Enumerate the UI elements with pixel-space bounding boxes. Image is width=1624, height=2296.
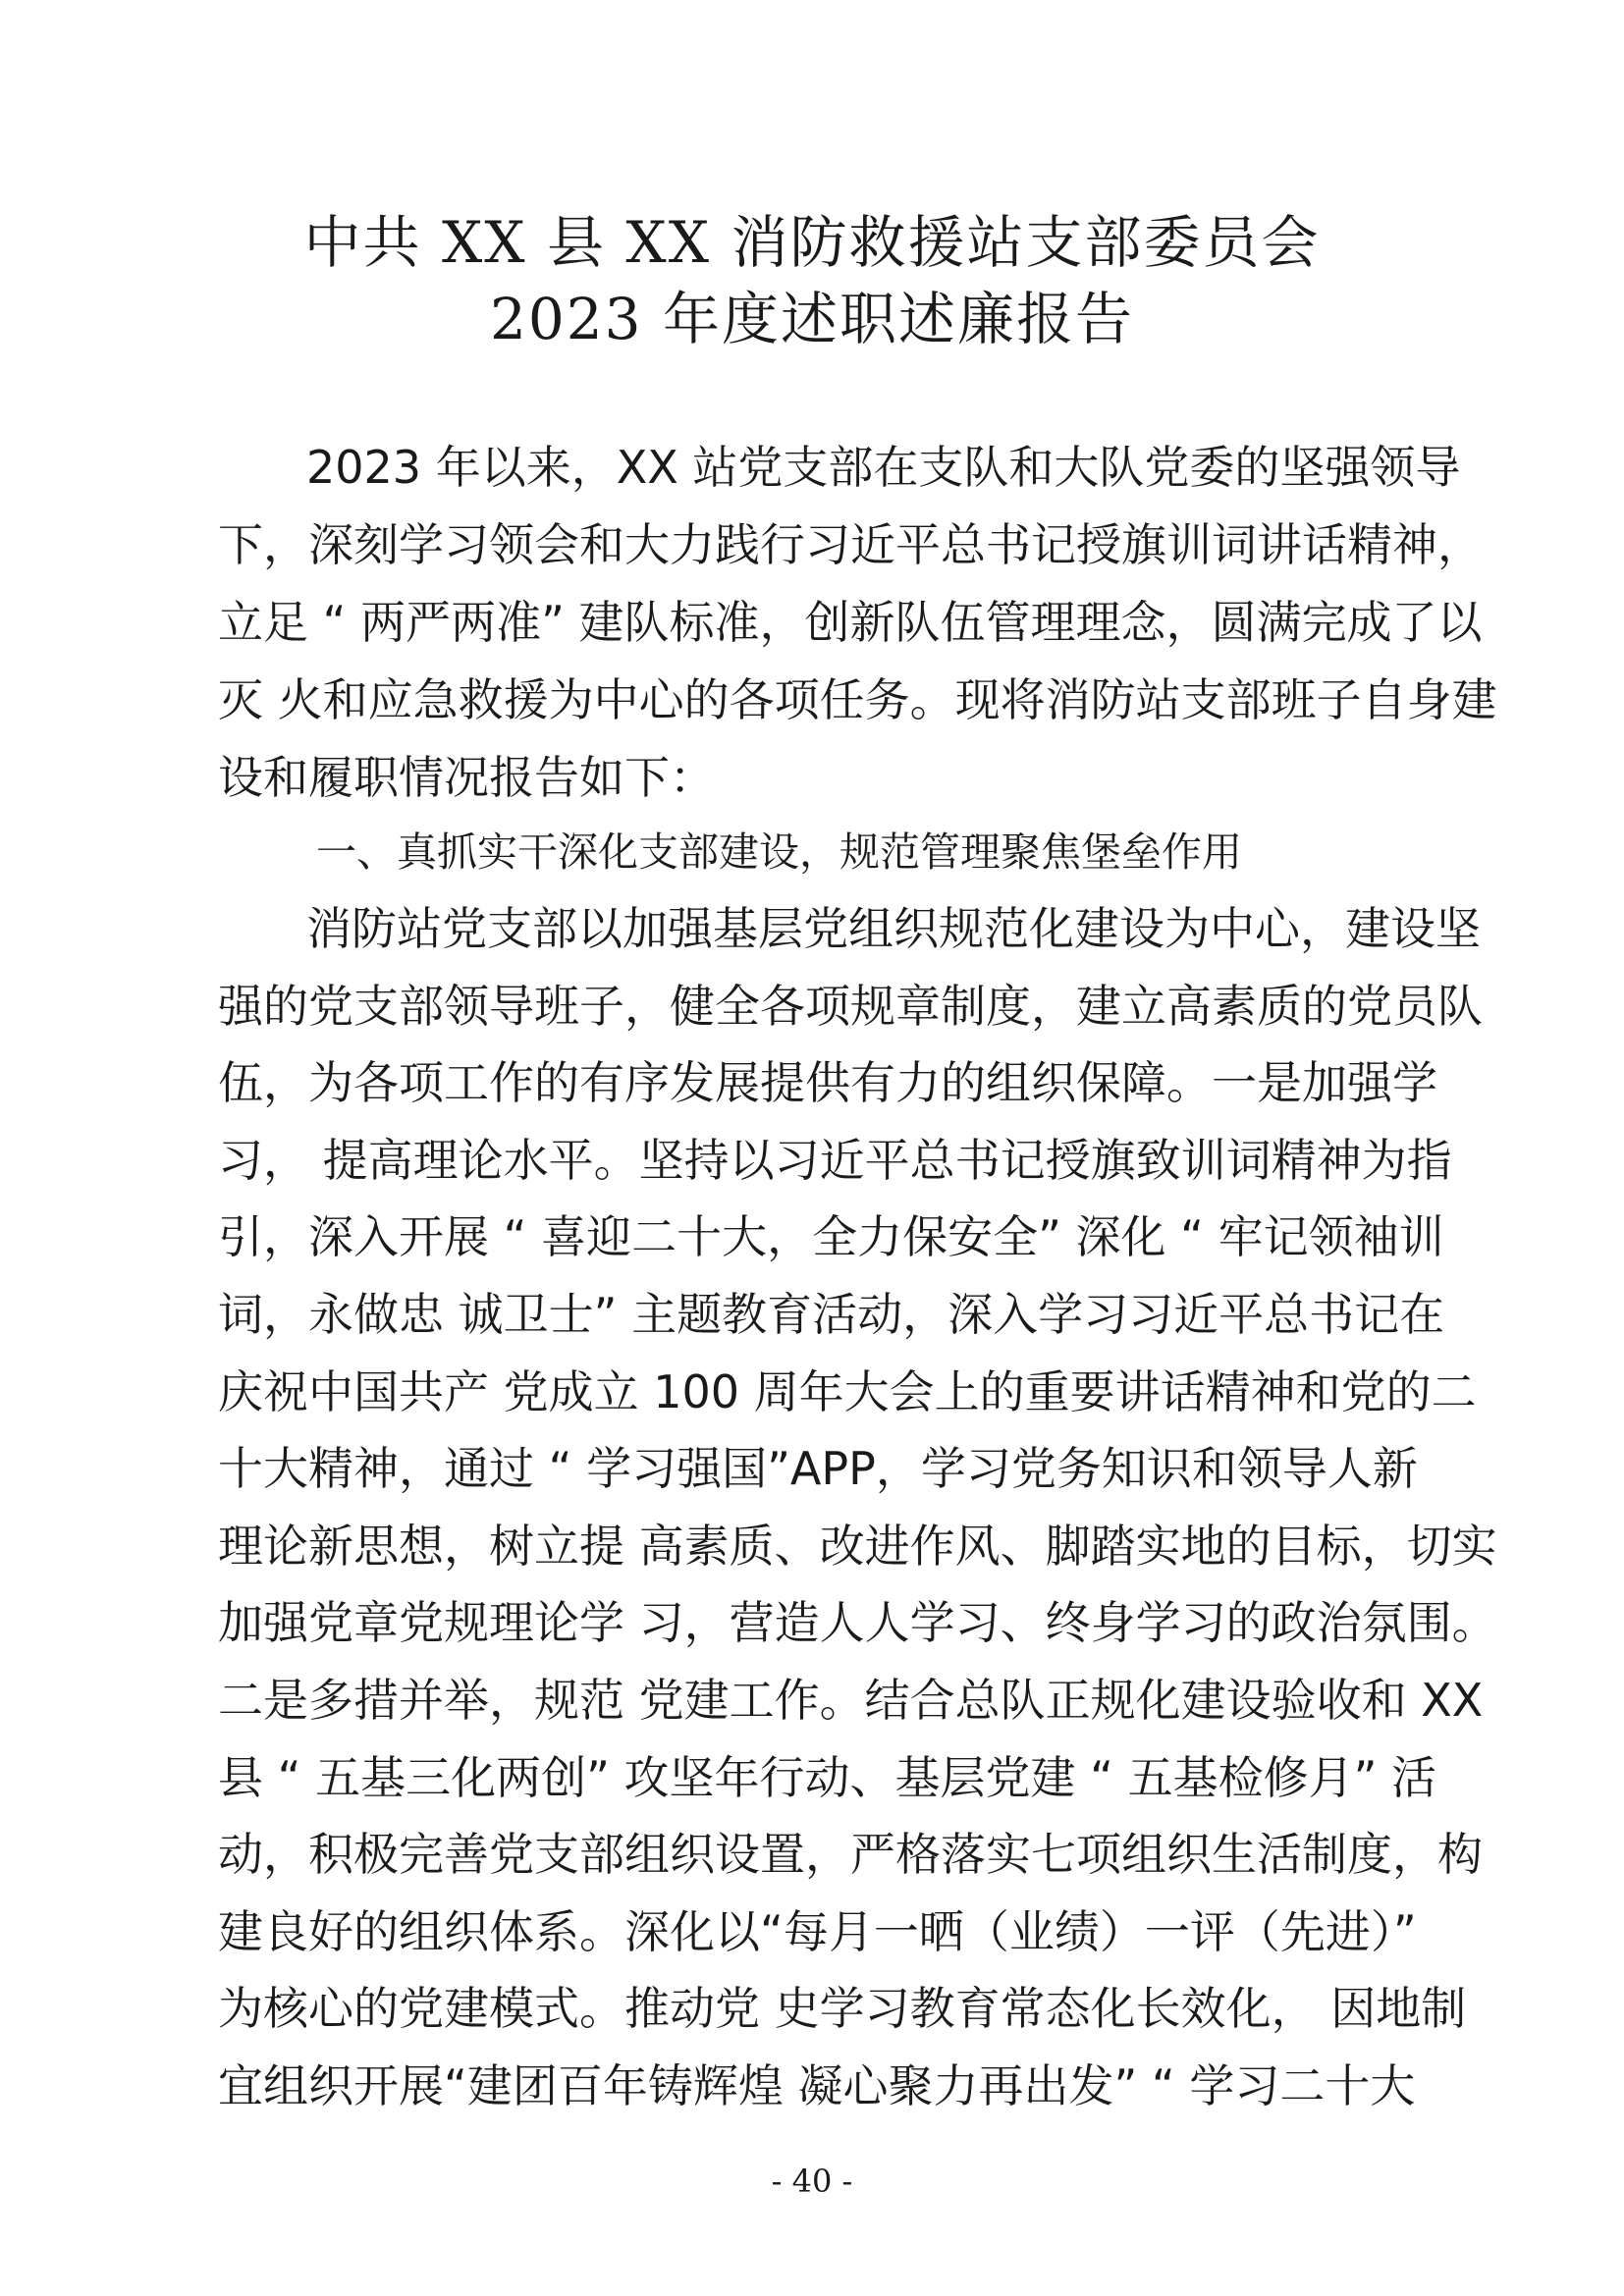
paragraph-line: 加强党章党规理论学 习，营造人人学习、终身学习的政治氛围。	[218, 1596, 1497, 1649]
paragraph-line: 引，深入开展 “ 喜迎二十大，全力保安全” 深化 “ 牢记领袖训	[218, 1210, 1444, 1263]
report-title-line-1: 中共 XX 县 XX 消防救援站支部委员会	[303, 209, 1321, 276]
section-heading: 一、真抓实干深化支部建设，规范管理聚焦堡垒作用	[316, 828, 1242, 876]
paragraph-line: 习， 提高理论水平。坚持以习近平总书记授旗致训词精神为指	[218, 1134, 1452, 1187]
paragraph-line: 为核心的党建模式。推动党 史学习教育常态化长效化， 因地制	[218, 1982, 1467, 2035]
paragraph-line: 2023 年以来，XX 站党支部在支队和大队党委的坚强领导	[306, 441, 1461, 494]
paragraph-line: 二是多措并举，规范 党建工作。结合总队正规化建设验收和 XX	[218, 1674, 1484, 1727]
paragraph-line: 下，深刻学习领会和大力践行习近平总书记授旗训词讲话精神，	[218, 518, 1483, 571]
paragraph-line: 理论新思想，树立提 高素质、改进作风、脚踏实地的目标，切实	[218, 1520, 1497, 1573]
paragraph-line: 动，积极完善党支部组织设置，严格落实七项组织生活制度，构	[218, 1828, 1483, 1881]
paragraph-line: 词，永做忠 诚卫士” 主题教育活动，深入学习习近平总书记在	[218, 1288, 1445, 1341]
paragraph-line: 伍，为各项工作的有序发展提供有力的组织保障。一是加强学	[218, 1056, 1437, 1109]
paragraph-line: 设和履职情况报告如下：	[218, 751, 715, 804]
report-title-line-2: 2023 年度述职述廉报告	[489, 286, 1135, 352]
paragraph-line: 强的党支部领导班子，健全各项规章制度，建立高素质的党员队	[218, 980, 1483, 1033]
paragraph-line: 立足 “ 两严两准” 建队标准，创新队伍管理理念，圆满完成了以	[218, 596, 1483, 649]
paragraph-line: 县 “ 五基三化两创” 攻坚年行动、基层党建 “ 五基检修月” 活	[218, 1751, 1437, 1804]
paragraph-line: 灭 火和应急救援为中心的各项任务。现将消防站支部班子自身建	[218, 673, 1497, 726]
paragraph-line: 建良好的组织体系。深化以“每月一晒（业绩）一评（先进）”	[218, 1905, 1417, 1958]
page-number: - 40 -	[771, 2163, 853, 2200]
paragraph-line: 消防站党支部以加强基层党组织规范化建设为中心，建设坚	[306, 902, 1481, 955]
paragraph-line: 宜组织开展“建团百年铸辉煌 凝心聚力再出发” “ 学习二十大	[218, 2059, 1416, 2112]
paragraph-line: 庆祝中国共产 党成立 100 周年大会上的重要讲话精神和党的二	[218, 1365, 1477, 1418]
paragraph-line: 十大精神，通过 “ 学习强国”APP，学习党务知识和领导人新	[218, 1442, 1418, 1495]
